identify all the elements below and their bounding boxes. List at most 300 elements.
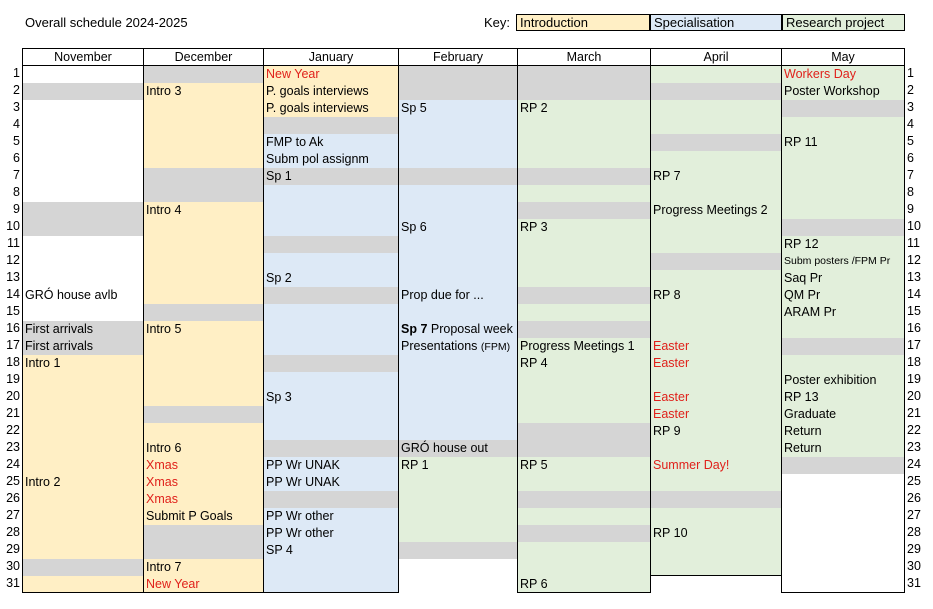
day-cell-january: Sp 3 (264, 389, 399, 406)
day-number-right: 5 (907, 134, 914, 148)
day-cell-may: Return (782, 440, 905, 457)
day-cell-march (518, 423, 651, 440)
day-cell-march (518, 559, 651, 576)
day-cell-january: Sp 2 (264, 270, 399, 287)
day-cell-february (399, 542, 518, 559)
day-cell-december: Xmas (144, 491, 264, 508)
day-row (23, 253, 905, 270)
day-row (23, 134, 905, 151)
day-row (23, 474, 905, 491)
day-cell-may (782, 355, 905, 372)
day-cell-january (264, 219, 399, 236)
day-cell-december (144, 372, 264, 389)
day-number-right: 22 (907, 423, 921, 437)
day-row (23, 66, 905, 83)
day-cell-november (23, 83, 144, 100)
day-cell-march (518, 253, 651, 270)
day-number-right: 1 (907, 66, 914, 80)
day-cell-january: SP 4 (264, 542, 399, 559)
day-cell-march (518, 372, 651, 389)
day-cell-march (518, 134, 651, 151)
cell-text: Presentations (401, 338, 481, 353)
month-header-february: February (399, 49, 518, 66)
day-cell-november (23, 185, 144, 202)
day-cell-december (144, 253, 264, 270)
day-cell-november (23, 236, 144, 253)
day-cell-march (518, 151, 651, 168)
day-cell-november: Intro 2 (23, 474, 144, 491)
day-number-left: 23 (6, 440, 20, 454)
day-cell-december (144, 423, 264, 440)
day-cell-december (144, 236, 264, 253)
day-cell-january: Subm pol assignm (264, 151, 399, 168)
day-number-right: 27 (907, 508, 921, 522)
day-cell-april (651, 270, 782, 287)
day-cell-february: RP 1 (399, 457, 518, 474)
day-row (23, 100, 905, 117)
day-cell-april (651, 66, 782, 83)
day-cell-november (23, 117, 144, 134)
day-cell-may (782, 219, 905, 236)
legend-label: Key: (484, 14, 511, 30)
day-row (23, 525, 905, 542)
day-cell-january (264, 406, 399, 423)
day-cell-march (518, 236, 651, 253)
day-cell-may (782, 457, 905, 474)
day-number-left: 13 (6, 270, 20, 284)
day-cell-march (518, 270, 651, 287)
day-cell-march (518, 66, 651, 83)
legend-introduction: Introduction (516, 14, 650, 31)
day-row (23, 542, 905, 559)
day-cell-november (23, 457, 144, 474)
day-number-right: 3 (907, 100, 914, 114)
day-number-left: 18 (6, 355, 20, 369)
day-cell-april (651, 474, 782, 491)
day-cell-december (144, 134, 264, 151)
day-cell-january: PP Wr UNAK (264, 457, 399, 474)
day-number-right: 24 (907, 457, 921, 471)
day-cell-december: Intro 7 (144, 559, 264, 576)
day-cell-march (518, 508, 651, 525)
day-cell-november (23, 423, 144, 440)
day-cell-april (651, 83, 782, 100)
day-cell-december: Intro 6 (144, 440, 264, 457)
day-number-right: 10 (907, 219, 921, 233)
day-cell-february (399, 338, 518, 355)
day-cell-march (518, 389, 651, 406)
day-row (23, 406, 905, 423)
day-cell-december (144, 304, 264, 321)
day-number-right: 25 (907, 474, 921, 488)
day-cell-november (23, 270, 144, 287)
day-cell-february: Prop due for ... (399, 287, 518, 304)
day-cell-april (651, 185, 782, 202)
day-cell-january (264, 321, 399, 338)
day-cell-april: RP 10 (651, 525, 782, 542)
day-cell-january: PP Wr UNAK (264, 474, 399, 491)
day-cell-february (399, 134, 518, 151)
day-number-left: 17 (6, 338, 20, 352)
day-cell-march (518, 185, 651, 202)
day-cell-february (399, 304, 518, 321)
day-cell-january: PP Wr other (264, 508, 399, 525)
day-row (23, 117, 905, 134)
day-number-right: 18 (907, 355, 921, 369)
day-cell-december: New Year (144, 576, 264, 593)
day-cell-may: Saq Pr (782, 270, 905, 287)
day-number-right: 6 (907, 151, 914, 165)
day-cell-may: RP 11 (782, 134, 905, 151)
day-number-left: 27 (6, 508, 20, 522)
day-cell-january (264, 423, 399, 440)
day-cell-january (264, 202, 399, 219)
day-cell-february (399, 236, 518, 253)
day-cell-april: RP 9 (651, 423, 782, 440)
day-number-left: 12 (6, 253, 20, 267)
day-cell-november (23, 491, 144, 508)
day-cell-november (23, 576, 144, 593)
day-cell-may (782, 542, 905, 559)
day-row (23, 559, 905, 576)
day-cell-february (399, 559, 518, 576)
day-cell-february (399, 202, 518, 219)
day-cell-november (23, 372, 144, 389)
day-row (23, 491, 905, 508)
day-cell-january (264, 287, 399, 304)
day-cell-november (23, 542, 144, 559)
day-cell-november (23, 253, 144, 270)
day-cell-march (518, 202, 651, 219)
day-cell-may (782, 338, 905, 355)
day-number-left: 31 (6, 576, 20, 590)
day-number-left: 2 (13, 83, 20, 97)
day-cell-march (518, 406, 651, 423)
schedule-table (22, 48, 905, 593)
day-cell-november (23, 100, 144, 117)
day-cell-may (782, 525, 905, 542)
day-cell-december: Submit P Goals (144, 508, 264, 525)
day-number-left: 26 (6, 491, 20, 505)
day-cell-may (782, 151, 905, 168)
day-cell-january (264, 355, 399, 372)
day-cell-march (518, 440, 651, 457)
day-number-left: 1 (13, 66, 20, 80)
day-number-left: 28 (6, 525, 20, 539)
day-cell-march (518, 321, 651, 338)
day-number-right: 14 (907, 287, 921, 301)
day-cell-february (399, 168, 518, 185)
day-row (23, 355, 905, 372)
day-row (23, 321, 905, 338)
day-cell-february (399, 474, 518, 491)
day-row (23, 338, 905, 355)
day-cell-march (518, 168, 651, 185)
day-cell-december (144, 542, 264, 559)
day-number-left: 3 (13, 100, 20, 114)
day-cell-january: New Year (264, 66, 399, 83)
day-cell-january (264, 236, 399, 253)
day-row (23, 457, 905, 474)
cell-text: (FPM) (480, 340, 511, 353)
day-cell-march (518, 304, 651, 321)
day-cell-march (518, 287, 651, 304)
month-header-december: December (144, 49, 264, 66)
day-cell-may: Subm posters /FPM Pr (782, 253, 905, 270)
day-cell-april: RP 7 (651, 168, 782, 185)
day-cell-april (651, 151, 782, 168)
day-cell-february (399, 355, 518, 372)
day-cell-january: PP Wr other (264, 525, 399, 542)
day-cell-january (264, 491, 399, 508)
day-cell-february (399, 117, 518, 134)
day-cell-may: RP 13 (782, 389, 905, 406)
day-row (23, 508, 905, 525)
day-cell-april (651, 100, 782, 117)
day-number-right: 19 (907, 372, 921, 386)
day-number-left: 11 (7, 236, 20, 250)
day-cell-march: RP 4 (518, 355, 651, 372)
day-cell-may (782, 491, 905, 508)
day-cell-april: RP 8 (651, 287, 782, 304)
day-cell-february (399, 372, 518, 389)
day-cell-march (518, 474, 651, 491)
day-row (23, 168, 905, 185)
day-row (23, 304, 905, 321)
day-cell-january (264, 576, 399, 593)
day-number-left: 22 (6, 423, 20, 437)
day-row (23, 219, 905, 236)
month-header-april: April (651, 49, 782, 66)
day-cell-november (23, 389, 144, 406)
day-number-right: 31 (907, 576, 921, 590)
day-cell-april (651, 542, 782, 559)
day-number-left: 9 (13, 202, 20, 216)
day-cell-january (264, 304, 399, 321)
day-cell-january (264, 559, 399, 576)
day-number-right: 23 (907, 440, 921, 454)
day-cell-may (782, 508, 905, 525)
day-cell-may (782, 100, 905, 117)
day-number-left: 15 (6, 304, 20, 318)
day-number-right: 8 (907, 185, 914, 199)
day-row (23, 576, 905, 593)
day-cell-march: RP 6 (518, 576, 651, 593)
day-number-right: 2 (907, 83, 914, 97)
day-row (23, 287, 905, 304)
day-cell-may (782, 202, 905, 219)
page-title: Overall schedule 2024-2025 (25, 15, 188, 30)
day-cell-may: ARAM Pr (782, 304, 905, 321)
day-cell-april: Easter (651, 355, 782, 372)
day-cell-february (399, 253, 518, 270)
day-row (23, 423, 905, 440)
day-number-left: 14 (6, 287, 20, 301)
day-number-right: 29 (907, 542, 921, 556)
day-cell-april (651, 508, 782, 525)
day-cell-december (144, 338, 264, 355)
day-cell-november: First arrivals (23, 321, 144, 338)
day-cell-march (518, 83, 651, 100)
day-cell-november (23, 304, 144, 321)
day-number-right: 11 (907, 236, 920, 250)
month-header-january: January (264, 49, 399, 66)
day-cell-april (651, 236, 782, 253)
day-number-left: 30 (6, 559, 20, 573)
day-cell-february (399, 389, 518, 406)
day-number-left: 7 (13, 168, 20, 182)
day-number-right: 12 (907, 253, 921, 267)
day-cell-november (23, 406, 144, 423)
day-cell-november (23, 508, 144, 525)
day-cell-december (144, 287, 264, 304)
day-number-right: 20 (907, 389, 921, 403)
day-cell-november (23, 202, 144, 219)
day-cell-may: Return (782, 423, 905, 440)
day-cell-november (23, 151, 144, 168)
day-cell-november (23, 66, 144, 83)
day-row (23, 440, 905, 457)
day-number-right: 28 (907, 525, 921, 539)
day-cell-march (518, 117, 651, 134)
day-row (23, 236, 905, 253)
day-cell-february (399, 83, 518, 100)
day-number-left: 25 (6, 474, 20, 488)
day-number-left: 29 (6, 542, 20, 556)
day-cell-may: QM Pr (782, 287, 905, 304)
day-cell-may (782, 576, 905, 593)
day-cell-january: P. goals interviews (264, 100, 399, 117)
day-number-left: 10 (6, 219, 20, 233)
day-row (23, 389, 905, 406)
day-cell-february (399, 576, 518, 593)
day-cell-april: Easter (651, 389, 782, 406)
day-cell-april (651, 576, 782, 593)
day-number-right: 7 (907, 168, 914, 182)
day-cell-january (264, 440, 399, 457)
day-number-right: 15 (907, 304, 921, 318)
legend-research-project: Research project (782, 14, 905, 31)
day-cell-december (144, 270, 264, 287)
day-number-left: 16 (6, 321, 20, 335)
day-number-right: 26 (907, 491, 921, 505)
day-cell-march (518, 491, 651, 508)
day-cell-december (144, 389, 264, 406)
day-cell-march (518, 525, 651, 542)
day-cell-april (651, 321, 782, 338)
day-cell-december (144, 185, 264, 202)
day-cell-february (399, 151, 518, 168)
day-number-left: 21 (6, 406, 20, 420)
day-cell-april: Easter (651, 338, 782, 355)
day-cell-november (23, 559, 144, 576)
day-number-left: 4 (13, 117, 20, 131)
day-row (23, 202, 905, 219)
day-cell-may: Workers Day (782, 66, 905, 83)
day-cell-february (399, 270, 518, 287)
day-cell-december (144, 219, 264, 236)
day-cell-november (23, 219, 144, 236)
day-cell-may (782, 559, 905, 576)
day-cell-february (399, 321, 518, 338)
day-cell-april: Summer Day! (651, 457, 782, 474)
day-cell-february (399, 406, 518, 423)
day-cell-april (651, 304, 782, 321)
day-cell-november (23, 440, 144, 457)
day-number-right: 13 (907, 270, 921, 284)
day-number-left: 20 (6, 389, 20, 403)
day-cell-april (651, 253, 782, 270)
day-number-right: 30 (907, 559, 921, 573)
day-cell-may (782, 168, 905, 185)
day-cell-february (399, 66, 518, 83)
day-cell-february (399, 525, 518, 542)
cell-text: Sp 7 (401, 322, 428, 336)
day-cell-april (651, 219, 782, 236)
day-cell-january: FMP to Ak (264, 134, 399, 151)
day-cell-april (651, 440, 782, 457)
month-header-march: March (518, 49, 651, 66)
legend (484, 13, 516, 31)
day-cell-december (144, 406, 264, 423)
day-cell-april (651, 134, 782, 151)
month-header-may: May (782, 49, 905, 66)
day-cell-december (144, 168, 264, 185)
day-cell-february (399, 491, 518, 508)
day-cell-may (782, 185, 905, 202)
day-cell-march: RP 5 (518, 457, 651, 474)
day-cell-december (144, 355, 264, 372)
day-cell-march: Progress Meetings 1 (518, 338, 651, 355)
day-cell-march: RP 2 (518, 100, 651, 117)
day-cell-march (518, 542, 651, 559)
day-row (23, 83, 905, 100)
day-cell-december (144, 151, 264, 168)
day-cell-november: Intro 1 (23, 355, 144, 372)
day-cell-january (264, 338, 399, 355)
day-number-left: 6 (13, 151, 20, 165)
day-number-left: 8 (13, 185, 20, 199)
day-cell-february: GRÓ house out (399, 440, 518, 457)
day-cell-november (23, 168, 144, 185)
day-cell-december: Intro 5 (144, 321, 264, 338)
day-cell-april: Easter (651, 406, 782, 423)
day-cell-april (651, 559, 782, 576)
cell-text: Proposal week (427, 322, 513, 336)
day-cell-january: Sp 1 (264, 168, 399, 185)
day-number-left: 24 (6, 457, 20, 471)
day-cell-may (782, 321, 905, 338)
day-cell-november (23, 134, 144, 151)
day-cell-may: RP 12 (782, 236, 905, 253)
day-number-right: 21 (907, 406, 921, 420)
day-cell-january (264, 185, 399, 202)
day-cell-may (782, 117, 905, 134)
day-number-right: 16 (907, 321, 921, 335)
day-cell-may: Graduate (782, 406, 905, 423)
day-row (23, 151, 905, 168)
day-cell-december: Xmas (144, 474, 264, 491)
day-cell-february (399, 508, 518, 525)
day-number-right: 17 (907, 338, 921, 352)
day-cell-may: Poster Workshop (782, 83, 905, 100)
day-row (23, 270, 905, 287)
day-cell-may: Poster exhibition (782, 372, 905, 389)
day-cell-april (651, 491, 782, 508)
day-cell-january (264, 372, 399, 389)
legend-specialisation: Specialisation (650, 14, 782, 31)
day-cell-december (144, 66, 264, 83)
